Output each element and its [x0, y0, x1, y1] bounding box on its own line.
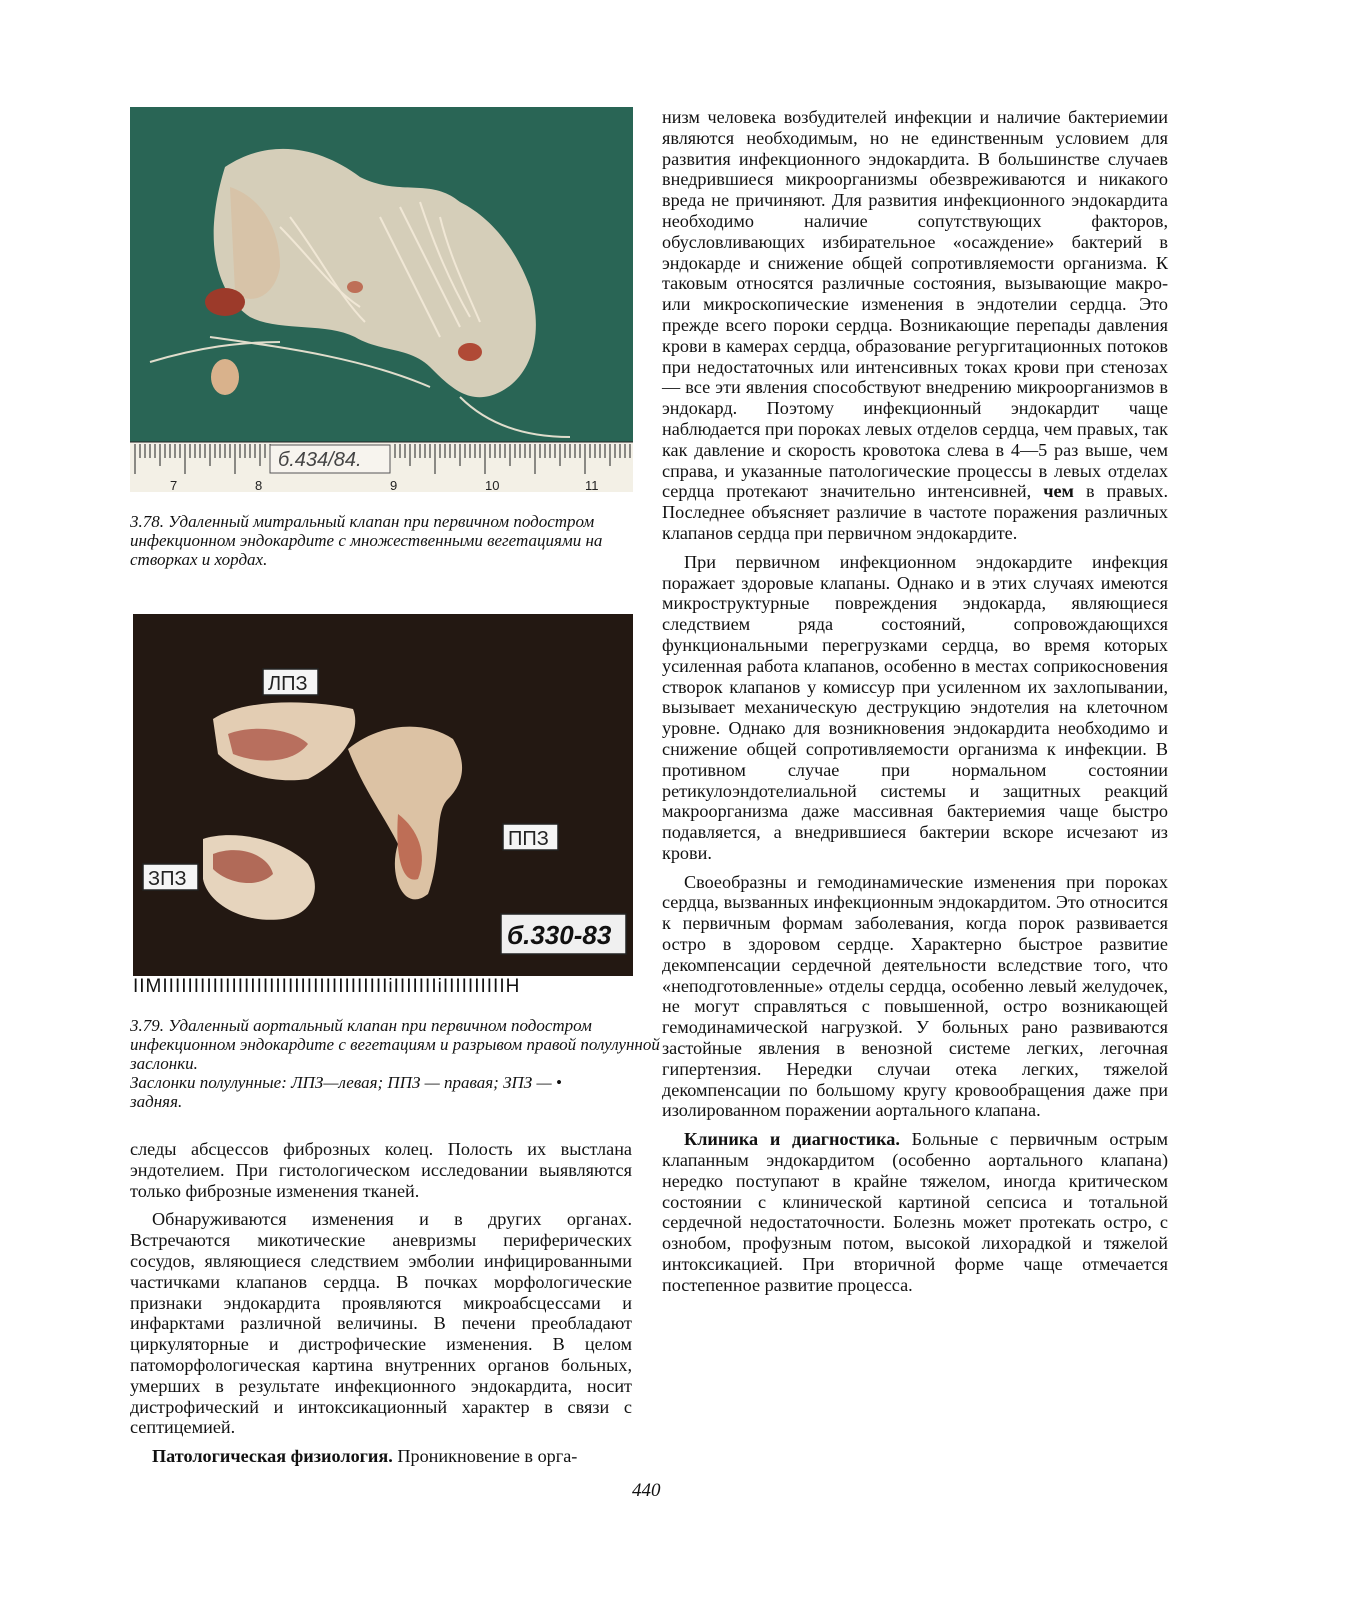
section-heading-clinic: Клиника и диагностика.	[684, 1129, 900, 1150]
figure-79-ruler	[133, 976, 633, 998]
page-number: 440	[632, 1480, 661, 1501]
ruler-number: 10	[485, 478, 500, 492]
figure-78-caption	[130, 512, 650, 569]
right-paragraph-1-tail: в правых. Последнее объясняет различие в частоте поражения различных клапанов сердца при первичном эндокардите.	[662, 481, 1168, 543]
right-paragraph-1	[662, 107, 1168, 544]
left-paragraph-1: следы абсцессов фиброзных колец. Полость их выстлана эндотелием. При гистологическом исследовании выявляются только фиброзные изменения тканей.	[130, 1139, 632, 1201]
figure-79-photo	[133, 614, 633, 976]
right-column	[662, 107, 1168, 1304]
label-ppz: ППЗ	[508, 828, 549, 850]
left-paragraph-3-text: Проникновение в орга-	[392, 1446, 578, 1467]
figure-78-caption-text: 3.78. Удаленный митральный клапан при первичном подостром инфекционном эндокардите с множественными вегетациями на створках и хордах.	[130, 512, 603, 569]
figure-78-ruler-label: б.434/84.	[278, 449, 362, 471]
figure-79-caption	[130, 1016, 670, 1111]
label-zpz: ЗПЗ	[148, 868, 187, 890]
figure-79-caption-legend: Заслонки полулунные: ЛПЗ—левая; ППЗ — правая; ЗПЗ — • задняя.	[130, 1073, 562, 1111]
right-paragraph-3: Своеобразны и гемодинамические изменения при пороках сердца, вызванных инфекционным эндокардитом. Это относится к первичным формам заболевания, когда порок развивается остро в здоровом сердце. Характерно быстрое развитие декомпенсации сердечной деятельности вследствие того, что «неподготовленные» отделы сердца, особенно левый желудочек, не могут справляться с повышенной, остро возникающей гемодинамической нагрузкой. У больных рано развиваются застойные явления в венозной системе легких, легочная гипертензия. Нередки случаи отека легких, тяжелой декомпенсации по большому кругу кровообращения даже при изолированном поражении аортального клапана.	[662, 871, 1168, 1121]
figure-79-ruler-text: IIMIIIIIIIIIIIIIIIIIIIIIIIIIIIIIIIIIIIIiIIIIIIIiIIIIIIIIIIH	[133, 976, 521, 997]
left-paragraph-2: Обнаруживаются изменения и в других органах. Встречаются микотические аневризмы периферических сосудов, являющиеся следствием эмболии инфицированными частичками клапанов сердца. В почках морфологические признаки эндокардита проявляются микроабсцессами и инфарктами различной величины. В печени преобладают циркуляторные и дистрофические изменения. В целом патоморфологическая картина внутренних органов больных, умерших в результате инфекционного эндокардита, носит дистрофический и интоксикационный характер в связи с септицемией.	[130, 1209, 632, 1438]
aortic-valve-image	[133, 614, 633, 976]
label-case-number: б.330-83	[507, 920, 612, 950]
ruler-number: 8	[255, 478, 263, 492]
ruler-number: 11	[585, 478, 599, 492]
right-paragraph-1-text: низм человека возбудителей инфекции и наличие бактериемии являются необходимым, но не единственным условием для развития инфекционного эндокардита. В большинстве случаев внедрившиеся микроорганизмы обезвреживаются и никакого вреда не причиняют. Для развития инфекционного эндокардита необходимо наличие сопутствующих факторов, обусловливающих избирательное «осаждение» бактерий в эндокарде и снижение общей сопротивляемости организма. К таковым относятся различные состояния, вызывающие макро- или микроскопические изменения в эндотелии сердца. Это прежде всего пороки сердца. Возникающие перепады давления крови в камерах сердца, образование регургитационных потоков при недостаточных или интенсивных токах крови при стенозах — все эти явления способствуют внедрению микроорганизмов в эндокард. Поэтому инфекционный эндокардит чаще наблюдается при пороках левых отделов сердца, чем правых, так как давление и скорость кровотока слева в 4—5 раз выше, чем справа, и указанные патологические процессы в левых отделах сердца протекают значительно интенсивней,	[662, 107, 1168, 502]
right-paragraph-4-text: Больные с первичным острым клапанным эндокардитом (особенно аортального клапана) нередко поступают в крайне тяжелом, иногда критическом состоянии с клинической картиной сепсиса и тотальной сердечной недостаточности. Болезнь может протекать остро, с ознобом, профузным потом, высокой лихорадкой и тяжелой интоксикацией. При вторичной форме чаще отмечается постепенное развитие процесса.	[662, 1129, 1168, 1295]
mitral-valve-image	[130, 107, 633, 492]
label-lpz: ЛПЗ	[268, 673, 308, 695]
figure-78-photo	[130, 107, 633, 492]
section-heading-pathophysiology: Патологическая физиология.	[152, 1446, 393, 1467]
ruler-number: 7	[170, 478, 178, 492]
left-paragraph-3	[130, 1446, 632, 1467]
left-column	[130, 1139, 632, 1475]
right-paragraph-4	[662, 1129, 1168, 1295]
ruler-number: 9	[390, 478, 398, 492]
right-paragraph-2: При первичном инфекционном эндокардите инфекция поражает здоровые клапаны. Однако и в этих случаях имеются микроструктурные повреждения эндокарда, являющиеся следствием ряда состояний, сопровождающихся функциональными перегрузками сердца, во время которых усиленная работа клапанов, особенно в местах соприкосновения створок клапанов у комиссур при усиленном их захлопывании, вызывает механическую деструкцию эндотелия на клеточном уровне. Однако для возникновения эндокардита необходимо и снижение общей сопротивляемости организма к инфекции. В противном случае при нормальном состоянии ретикулоэндотелиальной системы и защитных реакций макроорганизма даже массивная бактериемия чаще быстро подавляется, а внедрившиеся бактерии вскоре исчезают из крови.	[662, 551, 1168, 863]
right-paragraph-1-bold: чем	[1043, 481, 1074, 502]
figure-79-caption-text: 3.79. Удаленный аортальный клапан при первичном подостром инфекционном эндокардите с вегетациям и разрывом правой полулунной заслонки.	[130, 1016, 660, 1073]
